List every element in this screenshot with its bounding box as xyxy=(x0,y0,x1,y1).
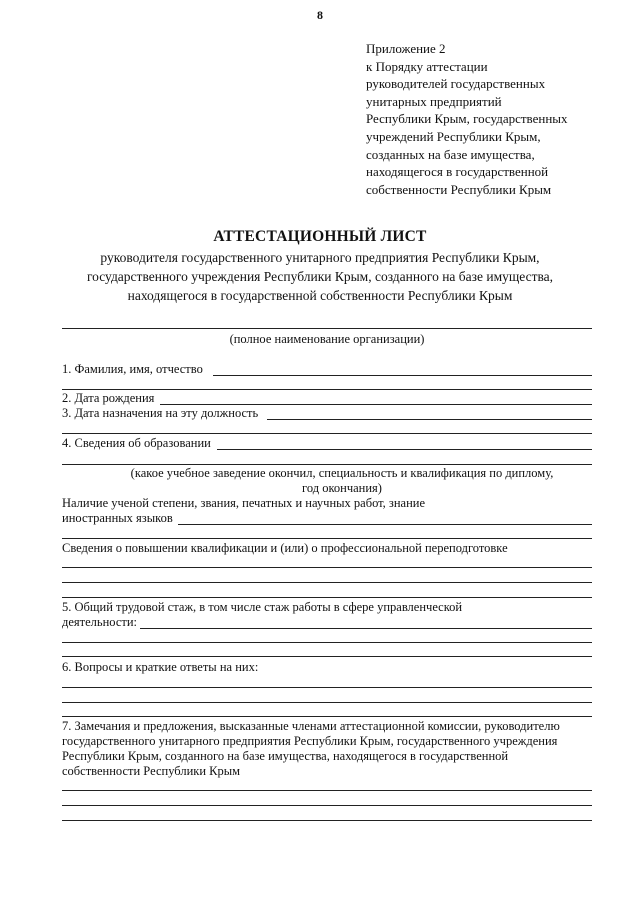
page-number: 8 xyxy=(317,8,323,22)
appendix-line: унитарных предприятий xyxy=(366,93,502,109)
qualification-input-line[interactable] xyxy=(62,567,592,568)
appendix-line: учреждений Республики Крым, xyxy=(366,128,541,144)
subtitle-line: государственного учреждения Республики Крым, созданного на базе имущества, xyxy=(86,269,554,284)
languages-input-line-2[interactable] xyxy=(62,538,592,539)
field-label-experience: 5. Общий трудовой стаж, в том числе стаж работы в сфере управленческой xyxy=(62,600,463,614)
appointment-date-input-line[interactable] xyxy=(267,419,592,420)
questions-input-line[interactable] xyxy=(62,687,592,688)
remarks-input-line-3[interactable] xyxy=(62,820,592,821)
appendix-line: Приложение 2 xyxy=(366,41,446,56)
field-label-remarks-4: собственности Республики Крым xyxy=(62,764,241,778)
field-label-appointment-date: 3. Дата назначения на эту должность xyxy=(62,406,259,420)
document-subtitle xyxy=(0,248,640,305)
field-label-remarks: 7. Замечания и предложения, высказанные членами аттестационной комиссии, руководителю xyxy=(62,719,560,733)
appendix-line: Республики Крым, государственных xyxy=(366,111,568,127)
appendix-line: руководителей государственных xyxy=(366,76,546,92)
education-input-line[interactable] xyxy=(217,449,592,450)
field-label-name: 1. Фамилия, имя, отчество xyxy=(62,362,203,376)
appendix-line: находящегося в государственной xyxy=(366,164,549,180)
degree-label: Наличие ученой степени, звания, печатных и научных работ, знание xyxy=(62,496,426,510)
education-caption-2: год окончания) xyxy=(302,481,382,495)
education-input-line-2[interactable] xyxy=(62,464,592,465)
remarks-input-line-2[interactable] xyxy=(62,805,592,806)
field-label-remarks-3: Республики Крым, созданного на базе имущества, находящегося в государственной xyxy=(62,749,509,763)
qualification-input-line-2[interactable] xyxy=(62,582,592,583)
languages-input-line[interactable] xyxy=(178,524,592,525)
name-input-line-2[interactable] xyxy=(62,389,592,390)
name-input-line[interactable] xyxy=(213,375,592,376)
languages-label: иностранных языков xyxy=(62,511,173,525)
qualification-input-line-3[interactable] xyxy=(62,597,592,598)
remarks-input-line[interactable] xyxy=(62,790,592,791)
appendix-line: к Порядку аттестации xyxy=(366,58,488,74)
appointment-date-input-line-2[interactable] xyxy=(62,433,592,434)
experience-input-line-2[interactable] xyxy=(62,642,592,643)
appendix-note xyxy=(366,40,568,198)
subtitle-line: руководителя государственного унитарного предприятия Республики Крым, xyxy=(100,250,540,265)
birth-date-input-line[interactable] xyxy=(160,404,592,405)
questions-input-line-2[interactable] xyxy=(62,702,592,703)
experience-input-line[interactable] xyxy=(140,628,592,629)
questions-input-line-3[interactable] xyxy=(62,716,592,717)
field-label-remarks-2: государственного унитарного предприятия Республики Крым, государственного учреждения xyxy=(62,734,558,748)
qualification-label: Сведения о повышении квалификации и (или) о профессиональной переподготовке xyxy=(62,541,508,555)
field-label-experience-2: деятельности: xyxy=(62,615,138,629)
field-label-education: 4. Сведения об образовании xyxy=(62,436,211,450)
appendix-line: собственности Республики Крым xyxy=(366,181,552,197)
subtitle-line: находящегося в государственной собственности Республики Крым xyxy=(127,288,513,303)
education-caption: (какое учебное заведение окончил, специальность и квалификация по диплому, xyxy=(130,466,554,480)
experience-input-line-3[interactable] xyxy=(62,656,592,657)
appendix-line: созданных на базе имущества, xyxy=(366,146,535,162)
field-label-birth-date: 2. Дата рождения xyxy=(62,391,155,405)
field-label-questions: 6. Вопросы и краткие ответы на них: xyxy=(62,660,259,674)
org-name-line[interactable] xyxy=(62,328,592,329)
document-title: АТТЕСТАЦИОННЫЙ ЛИСТ xyxy=(213,228,427,245)
org-name-caption: (полное наименование организации) xyxy=(229,332,425,346)
